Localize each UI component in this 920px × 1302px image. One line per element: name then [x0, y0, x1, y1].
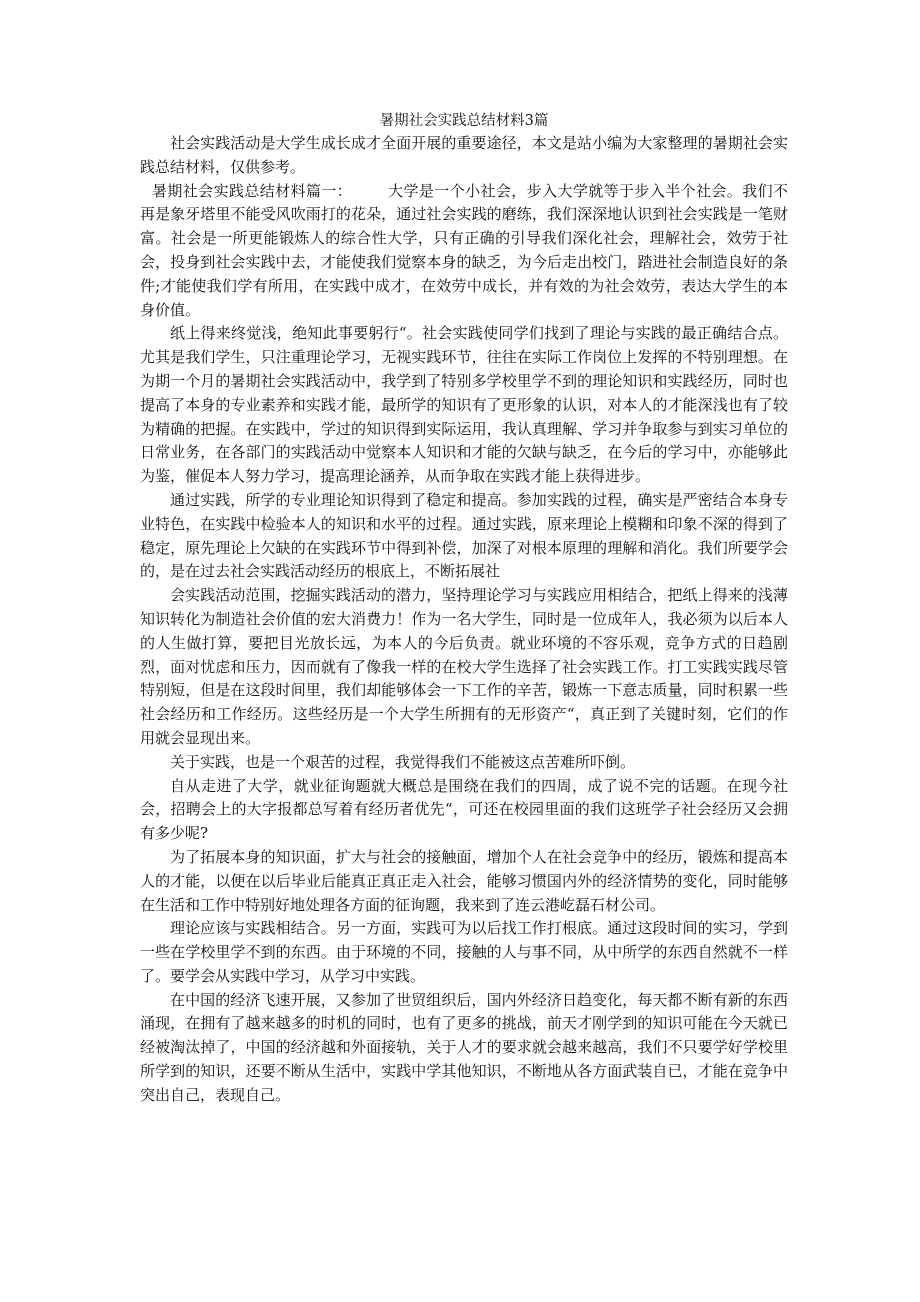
- intro-paragraph: 社会实践活动是大学生成长成才全面开展的重要途径，本文是站小编为大家整理的暑期社会实践总结材料，仅供参考。: [140, 134, 788, 176]
- body-paragraph: 自从走进了大学，就业征询题就大概总是围绕在我们的四周，成了说不完的话题。在现今社会，招聘会上的大字报都总写着有经历者优先“，可还在校园里面的我们这班学子社会经历又会拥有多少呢?: [140, 776, 788, 843]
- body-paragraph: 理论应该与实践相结合。另一方面，实践可为以后找工作打根底。通过这段时间的实习，学到一些在学校里学不到的东西。由于环境的不同，接触的人与事不同，从中所学的东西自然就不一样了。要学会从实践中学习，从学习中实践。: [140, 919, 788, 985]
- paragraph-text: 大学是一个小社会，步入大学就等于步入半个社会。我们不再是象牙塔里不能受风吹雨打的花朵，通过社会实践的磨练，我们深深地认识到社会实践是一笔财富。社会是一所更能锻炼人的综合性大学，只有正确的引导我们深化社会，理解社会，效劳于社会，投身到社会实践中去，才能使我们觉察本身的缺乏，为今后走出校门，踏进社会制造良好的条件;才能使我们学有所用，在实践中成才，在效劳中成长，并有效的为社会效劳，表达大学生的本身价值。: [140, 181, 788, 319]
- body-paragraph: 在中国的经济飞速开展，又参加了世贸组织后，国内外经济日趋变化，每天都不断有新的东西涌现，在拥有了越来越多的时机的同时，也有了更多的挑战，前天才刚学到的知识可能在今天就已经被淘汰掉了，中国的经济越和外面接轨，关于人才的要求就会越来越高，我们不只要学好学校里所学到的知识，还要不断从生活中，实践中学其他知识，不断地从各方面武装自已，才能在竞争中突出自己，表现自己。: [140, 990, 788, 1104]
- document-title: 暑期社会实践总结材料3篇: [379, 113, 549, 129]
- body-paragraph: 纸上得来终觉浅，绝知此事要躬行“。社会实践使同学们找到了理论与实践的最正确结合点。尤其是我们学生，只注重理论学习，无视实践环节，往往在实际工作岗位上发挥的不特别理想。在为期一个月的暑期社会实践活动中，我学到了特别多学校里学不到的理论知识和实践经历，同时也提高了本身的专业素养和实践才能，最所学的知识有了更形象的认识，对本人的才能深浅也有了较为精确的把握。在实践中，学过的知识得到实际运用，我认真理解、学习并争取参与到实习单位的日常业务，在各部门的实践活动中觉察本人知识和才能的欠缺与缺乏，在今后的学习中，亦能够此为鉴，催促本人努力学习，提高理论涵养，从而争取在实践才能上获得进步。: [140, 324, 788, 486]
- body-paragraph: 通过实践，所学的专业理论知识得到了稳定和提高。参加实践的过程，确实是严密结合本身专业特色，在实践中检验本人的知识和水平的过程。通过实践，原来理论上模糊和印象不深的得到了稳定，原先理论上欠缺的在实践环节中得到补偿，加深了对根本原理的理解和消化。我们所要学会的，是在过去社会实践活动经历的根底上，不断拓展社: [140, 490, 788, 581]
- body-paragraph: 关于实践，也是一个艰苦的过程，我觉得我们不能被这点苦难所吓倒。: [170, 752, 636, 771]
- section-heading: 暑期社会实践总结材料篇一：: [152, 181, 353, 200]
- section-one-paragraph: [140, 180, 788, 323]
- body-paragraph: 为了拓展本身的知识面，扩大与社会的接触面，增加个人在社会竞争中的经历，锻炼和提高本人的才能，以便在以后毕业后能真正真正走入社会，能够习惯国内外的经济情势的变化，同时能够在生活和工作中特别好地处理各方面的征询题，我来到了连云港屹磊石材公司。: [140, 847, 788, 914]
- document-page: [140, 110, 788, 1108]
- body-paragraph: 会实践活动范围，挖掘实践活动的潜力，坚持理论学习与实践应用相结合，把纸上得来的浅薄知识转化为制造社会价值的宏大消费力！作为一名大学生，同时是一位成年人，我必须为以后本人的人生做打算，要把目光放长远，为本人的今后负责。就业环境的不容乐观，竞争方式的日趋剧烈，面对忧虑和压力，因而就有了像我一样的在校大学生选择了社会实践工作。打工实践实践尽管特别短，但是在这段时间里，我们却能够体会一下工作的辛苦，锻炼一下意志质量，同时积累一些社会经历和工作经历。这些经历是一个大学生所拥有的无形资产“，真正到了关键时刻，它们的作用就会显现出来。: [140, 586, 788, 747]
